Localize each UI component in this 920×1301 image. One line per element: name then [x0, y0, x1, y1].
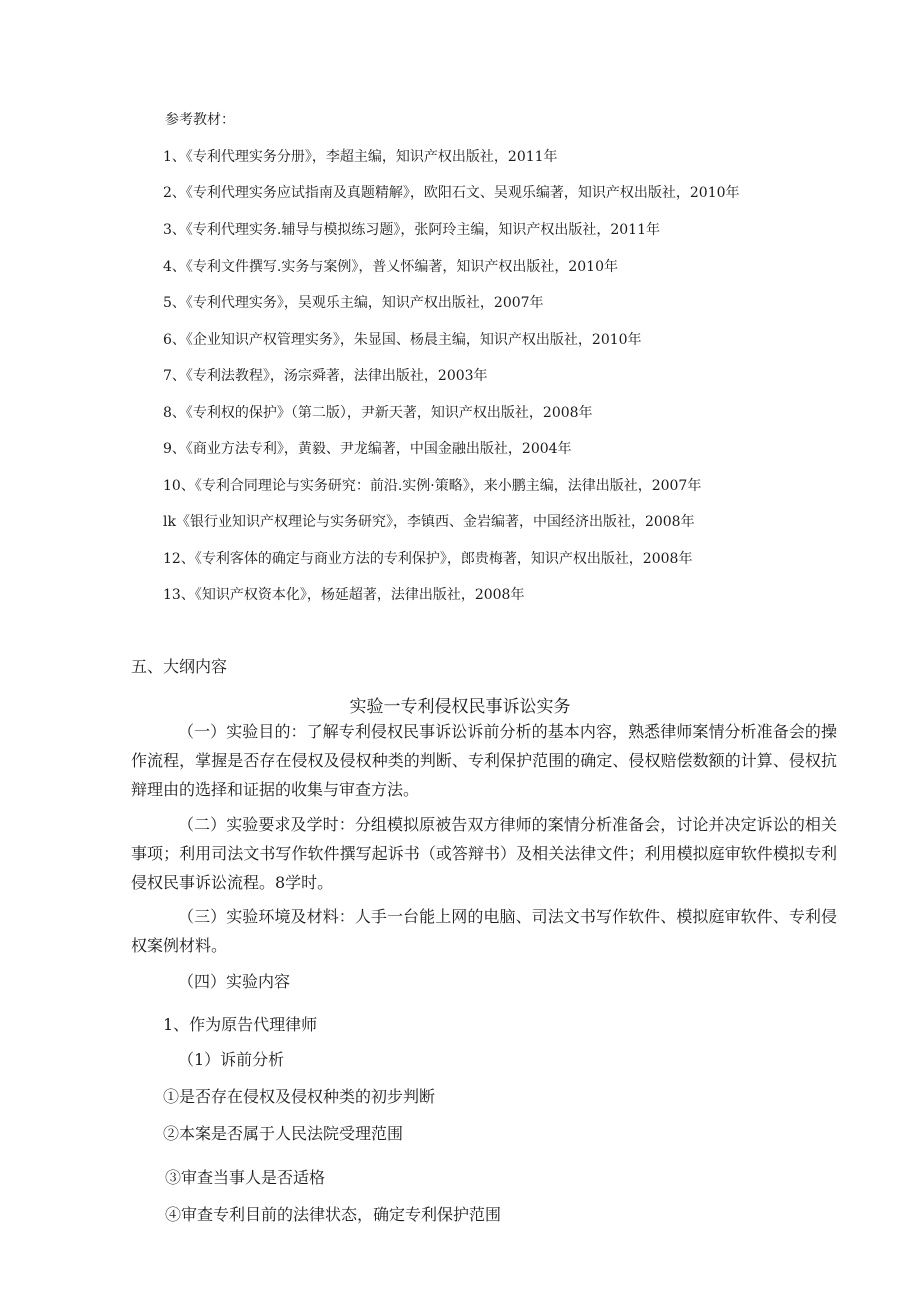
reference-item: 2、《专利代理实务应试指南及真题精解》，欧阳石文、吴观乐编著，知识产权出版社，2010年 [163, 185, 740, 201]
content-heading: （四）实验内容 [178, 972, 291, 991]
analysis-step: ①是否存在侵权及侵权种类的初步判断 [163, 1087, 436, 1106]
reference-item: 5、《专利代理实务》，吴观乐主编，知识产权出版社，2007年 [163, 295, 544, 311]
analysis-heading: （1）诉前分析 [178, 1050, 285, 1069]
analysis-step: ②本案是否属于人民法院受理范围 [163, 1124, 404, 1143]
reference-item: 8、《专利权的保护》（第二版），尹新天著，知识产权出版社，2008年 [163, 405, 593, 421]
reference-item: 1、《专利代理实务分册》，李超主编，知识产权出版社，2011年 [163, 149, 558, 165]
experiment-title: 实验一专利侵权民事诉讼实务 [349, 697, 571, 717]
analysis-step: ④审查专利目前的法律状态，确定专利保护范围 [165, 1205, 502, 1224]
reference-item: 12、《专利客体的确定与商业方法的专利保护》，郎贵梅著，知识产权出版社，2008年 [163, 551, 693, 567]
references-heading: 参考教材： [165, 112, 235, 128]
reference-item: 13、《知识产权资本化》，杨延超著，法律出版社，2008年 [163, 587, 525, 603]
purpose-paragraph: （一）实验目的：了解专利侵权民事诉讼诉前分析的基本内容，熟悉律师案情分析准备会的操作流程，掌握是否存在侵权及侵权种类的判断、专利保护范围的确定、侵权赔偿数额的计算、侵权抗辩理由的选择和证据的收集与审查方法。 [131, 722, 837, 799]
reference-item: lk《银行业知识产权理论与实务研究》，李镇西、金岩编著，中国经济出版社，2008年 [163, 514, 695, 530]
section-title: 五、大纲内容 [131, 657, 228, 676]
reference-item: 10、《专利合同理论与实务研究：前沿.实例·策略》，来小鹏主编，法律出版社，2007年 [163, 478, 702, 494]
reference-item: 6、《企业知识产权管理实务》，朱显国、杨晨主编，知识产权出版社，2010年 [163, 332, 642, 348]
environment-paragraph: （三）实验环境及材料：人手一台能上网的电脑、司法文书写作软件、模拟庭审软件、专利侵权案例材料。 [131, 907, 837, 955]
reference-item: 4、《专利文件撰写.实务与案例》，普乂怀编著，知识产权出版社，2010年 [163, 259, 618, 275]
analysis-step: ③审查当事人是否适格 [165, 1168, 326, 1187]
role-heading: 1、作为原告代理律师 [163, 1015, 318, 1034]
reference-item: 9、《商业方法专利》，黄毅、尹龙编著，中国金融出版社，2004年 [163, 441, 572, 457]
reference-item: 7、《专利法教程》，汤宗舜著，法律出版社，2003年 [163, 368, 488, 384]
requirements-paragraph: （二）实验要求及学时：分组模拟原被告双方律师的案情分析准备会，讨论并决定诉讼的相关事项；利用司法文书写作软件撰写起诉书（或答辩书）及相关法律文件；利用模拟庭审软件模拟专利侵权民事诉讼流程。8学时。 [131, 815, 837, 892]
reference-item: 3、《专利代理实务.辅导与模拟练习题》，张阿玲主编，知识产权出版社，2011年 [163, 222, 660, 238]
